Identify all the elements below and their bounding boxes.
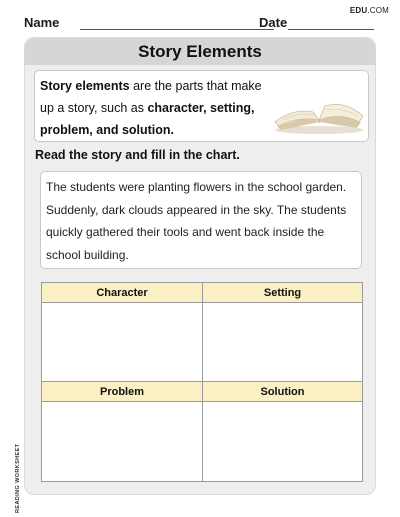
instruction-text: Read the story and fill in the chart. <box>35 148 240 162</box>
side-label-text: READING WORKSHEET <box>15 443 21 513</box>
solution-answer-cell[interactable] <box>203 403 362 481</box>
name-date-row <box>24 15 374 33</box>
name-label: Name <box>24 15 60 30</box>
intro-body: are the parts that make up a story, such as <box>40 79 262 115</box>
setting-answer-cell[interactable] <box>203 304 362 381</box>
intro-term: Story elements <box>40 79 130 93</box>
title-bar <box>25 38 375 65</box>
name-line[interactable] <box>80 29 274 30</box>
date-line[interactable] <box>288 29 374 30</box>
chart-header-character: Character <box>42 283 202 303</box>
chart-header-solution: Solution <box>203 382 362 402</box>
story-elements-chart <box>41 282 363 482</box>
chart-header-problem: Problem <box>42 382 202 402</box>
page-title: Story Elements <box>138 42 262 61</box>
intro-text <box>40 75 275 141</box>
chart-header-setting: Setting <box>203 283 362 303</box>
intro-list: character, setting, problem, and solution. <box>40 101 255 137</box>
worksheet-panel <box>24 37 376 495</box>
story-box <box>40 171 362 269</box>
date-label: Date <box>259 15 288 30</box>
intro-box <box>34 70 369 142</box>
open-book-icon <box>271 86 367 136</box>
problem-answer-cell[interactable] <box>42 403 202 481</box>
brand-logo <box>350 6 389 15</box>
brand-suffix: .COM <box>367 6 389 15</box>
brand-name: EDU <box>349 6 368 15</box>
chart-divider-vertical <box>202 283 203 481</box>
side-label <box>10 443 21 513</box>
story-text: The students were planting flowers in the school garden. Suddenly, dark clouds appeared in the sky. The students quickly gathered their tools and went back inside the school building. <box>46 180 347 262</box>
character-answer-cell[interactable] <box>42 304 202 381</box>
